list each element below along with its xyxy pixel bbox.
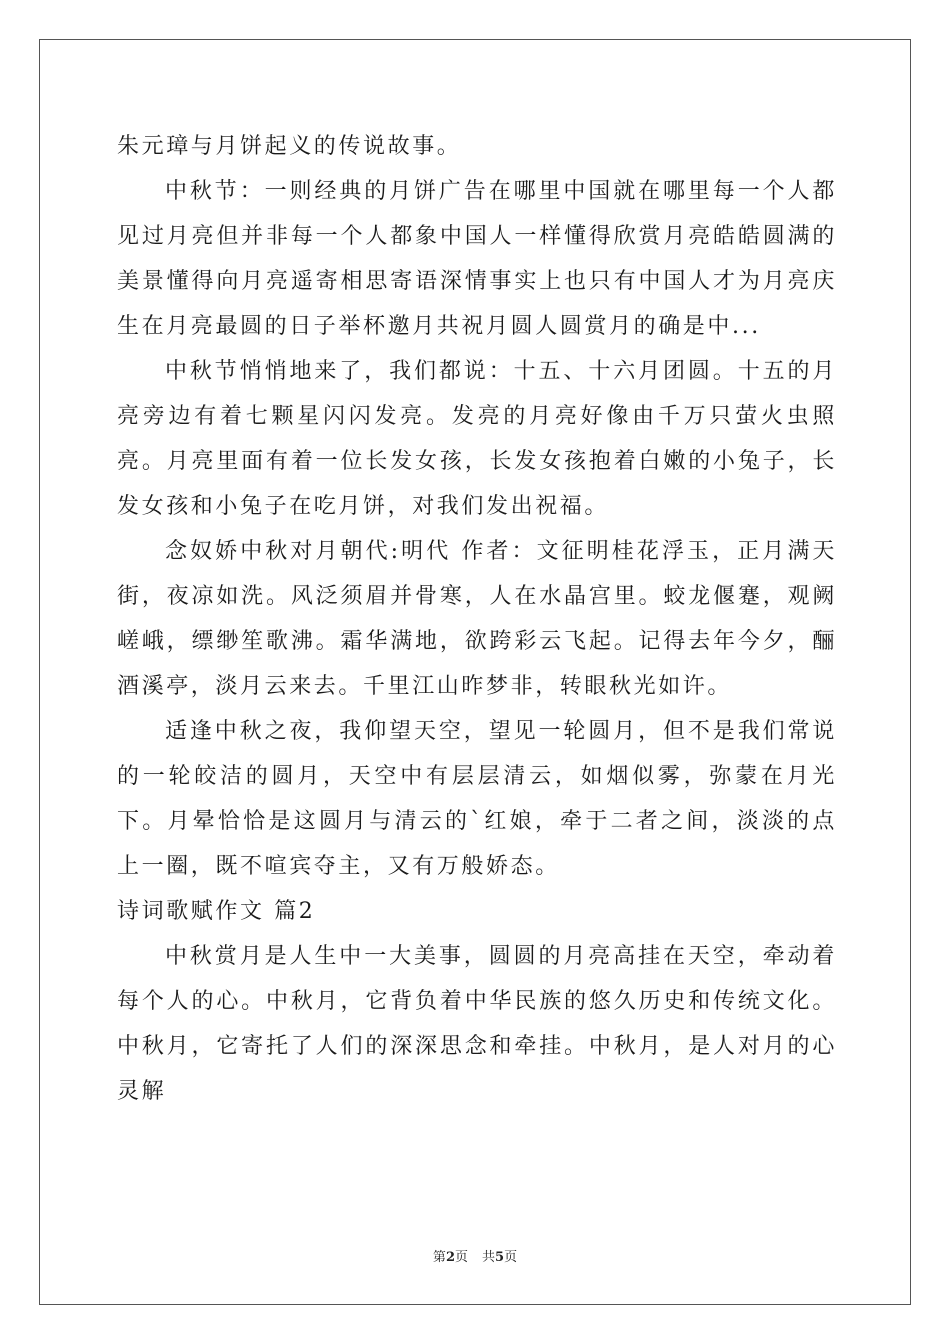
paragraph-3: 中秋节悄悄地来了，我们都说：十五、十六月团圆。十五的月亮旁边有着七颗星闪闪发亮。发亮的月亮好像由千万只萤火虫照亮。月亮里面有着一位长发女孩，长发女孩抱着白嫩的小兔子，长发女孩和小兔子在吃月饼，对我们发出祝福。: [117, 359, 837, 519]
total-prefix: 共: [482, 1250, 496, 1265]
page-suffix: 页: [454, 1250, 468, 1265]
page-footer: [0, 1246, 950, 1265]
total-pages: 5: [495, 1250, 505, 1265]
page-number: 2: [445, 1250, 455, 1265]
document-body: [117, 124, 837, 1114]
total-suffix: 页: [504, 1250, 518, 1265]
page-prefix: 第: [432, 1250, 446, 1265]
paragraph-2: 中秋节：一则经典的月饼广告在哪里中国就在哪里每一个人都见过月亮但并非每一个人都象中国人一样懂得欣赏月亮皓皓圆满的美景懂得向月亮遥寄相思寄语深情事实上也只有中国人才为月亮庆生在月亮最圆的日子举杯邀月共祝月圆人圆赏月的确是中...: [117, 179, 837, 339]
section-paragraph-1: 中秋赏月是人生中一大美事，圆圆的月亮高挂在天空，牵动着每个人的心。中秋月，它背负着中华民族的悠久历史和传统文化。中秋月，它寄托了人们的深深思念和牵挂。中秋月，是人对月的心灵解: [117, 944, 837, 1104]
paragraph-4: 念奴娇中秋对月朝代:明代 作者：文征明桂花浮玉，正月满天街，夜凉如洗。风泛须眉并骨寒，人在水晶宫里。蛟龙偃蹇，观阙嵯峨，缥缈笙歌沸。霜华满地，欲跨彩云飞起。记得去年今夕，酾酒溪亭，淡月云来去。千里江山昨梦非，转眼秋光如许。: [117, 539, 837, 699]
paragraph-1: 朱元璋与月饼起义的传说故事。: [117, 134, 462, 159]
section-heading: 诗词歌赋作文 篇2: [117, 899, 316, 924]
paragraph-5: 适逢中秋之夜，我仰望天空，望见一轮圆月，但不是我们常说的一轮皎洁的圆月，天空中有层层清云，如烟似雾，弥蒙在月光下。月晕恰恰是这圆月与清云的`红娘，牵于二者之间，淡淡的点上一圈，既不喧宾夺主，又有万般娇态。: [117, 719, 837, 879]
